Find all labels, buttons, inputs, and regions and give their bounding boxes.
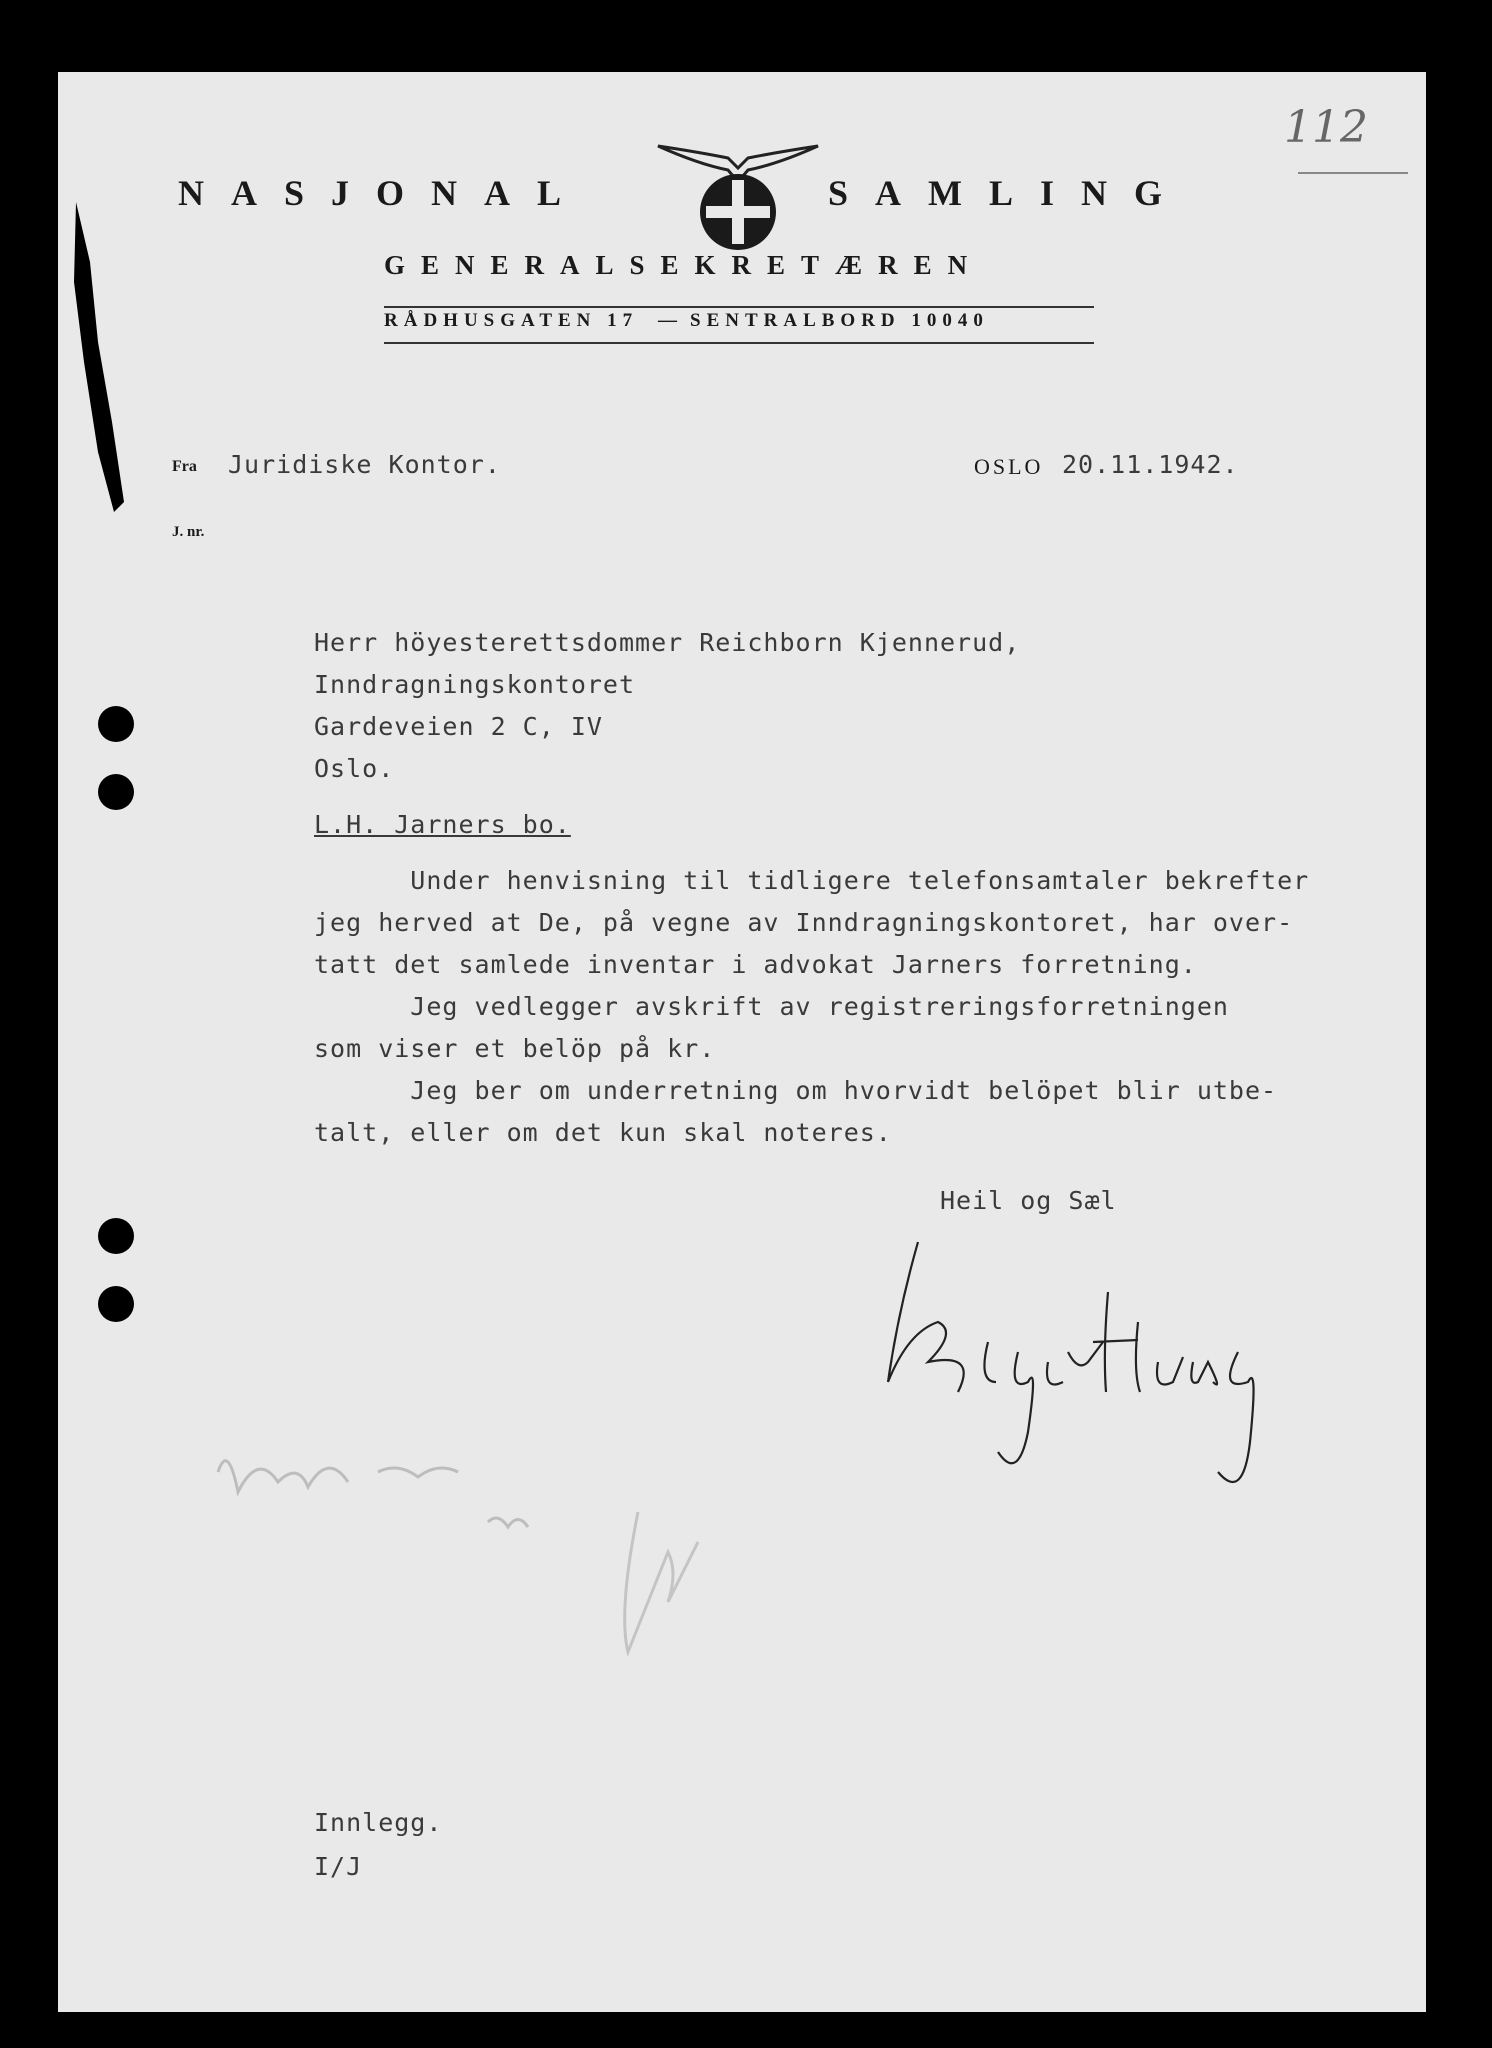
body-line: som viser et belöp på kr. (314, 1034, 716, 1063)
party-emblem-icon (648, 124, 828, 254)
punch-hole (98, 706, 134, 742)
punch-hole (98, 1218, 134, 1254)
letterhead-rule-top (384, 306, 1094, 308)
closing: Heil og Sæl (940, 1186, 1117, 1215)
subject-line: L.H. Jarners bo. (314, 810, 571, 839)
punch-hole (98, 774, 134, 810)
letter-date: 20.11.1942. (1062, 450, 1239, 479)
letterhead-rule-bottom (384, 342, 1094, 344)
body-line: Jeg ber om underretning om hvorvidt belöpet blir utbe- (314, 1076, 1278, 1105)
edge-stain (68, 202, 128, 522)
enclosure-label: Innlegg. (314, 1808, 443, 1837)
pencil-annotation (198, 1432, 798, 1712)
letterhead-separator: — (658, 310, 677, 331)
from-label: Fra (172, 458, 197, 475)
recipient-line: Gardeveien 2 C, IV (314, 712, 603, 741)
initials: I/J (314, 1852, 363, 1881)
from-value: Juridiske Kontor. (228, 450, 501, 479)
body-line: Jeg vedlegger avskrift av registreringsforretningen (314, 992, 1229, 1021)
recipient-line: Oslo. (314, 754, 395, 783)
recipient-line: Inndragningskontoret (314, 670, 636, 699)
letter-page (58, 72, 1426, 2012)
letterhead-phone: SENTRALBORD 10040 (690, 310, 989, 331)
journal-label: J. nr. (172, 524, 205, 540)
place-printed: OSLO (974, 454, 1044, 479)
letterhead-left-word: NASJONAL (178, 173, 589, 213)
handwritten-signature (878, 1232, 1298, 1512)
letterhead-right-word: SAMLING (828, 173, 1190, 213)
page-number-underline (1298, 172, 1408, 174)
body-line: jeg herved at De, på vegne av Inndragningskontoret, har over- (314, 908, 1294, 937)
body-line: talt, eller om det kun skal noteres. (314, 1118, 892, 1147)
body-line: Under henvisning til tidligere telefonsamtaler bekrefter (314, 866, 1310, 895)
body-line: tatt det samlede inventar i advokat Jarners forretning. (314, 950, 1197, 979)
page-number-handwritten: 112 (1284, 102, 1368, 153)
letterhead-address: RÅDHUSGATEN 17 (384, 310, 639, 331)
recipient-line: Herr höyesterettsdommer Reichborn Kjennerud, (314, 628, 1021, 657)
punch-hole (98, 1286, 134, 1322)
letterhead-department: GENERALSEKRETÆREN (384, 250, 984, 280)
